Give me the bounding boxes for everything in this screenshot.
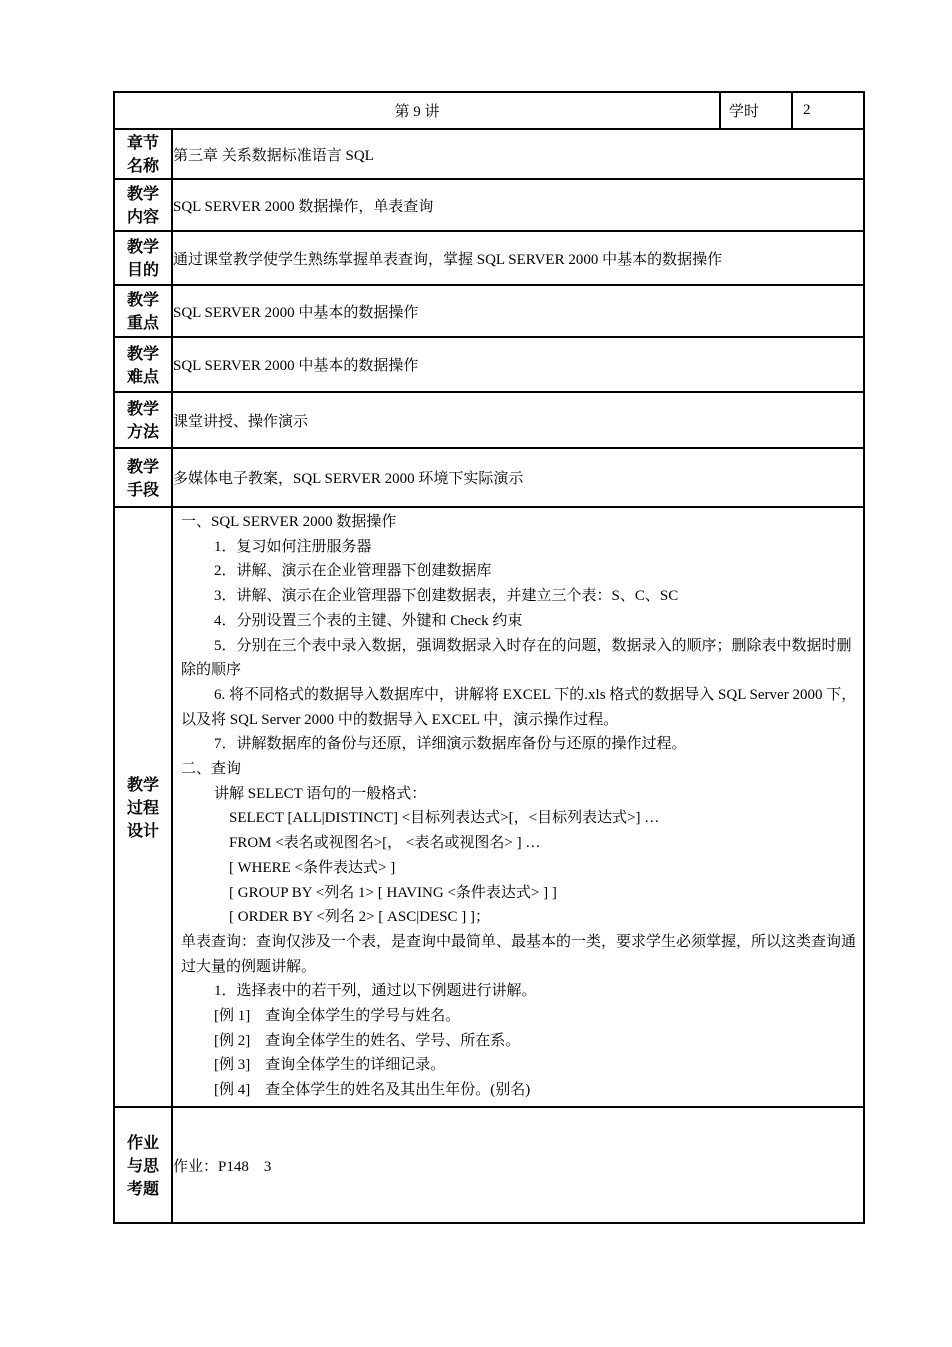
sql-syntax-line: [ WHERE <条件表达式> ] xyxy=(229,859,396,876)
lecture-title: 第 9 讲 xyxy=(114,92,720,129)
row-objective xyxy=(114,231,864,285)
sql-syntax-line: FROM <表名或视图名>[， <表名或视图名> ] … xyxy=(229,835,541,852)
hours-label: 学时 xyxy=(720,92,792,129)
difficulty-label: 教学 难点 xyxy=(114,337,172,392)
design-label: 教学 过程 设计 xyxy=(114,507,172,1107)
row-keypoint xyxy=(114,285,864,337)
content-label: 教学 内容 xyxy=(114,179,172,231)
example-line: [例 3] 查询全体学生的详细记录。 xyxy=(214,1057,446,1074)
row-difficulty xyxy=(114,337,864,392)
method-label: 教学 方法 xyxy=(114,392,172,448)
header-row xyxy=(114,92,864,129)
sql-syntax-line: [ GROUP BY <列名 1> [ HAVING <条件表达式> ] ] xyxy=(229,884,557,901)
chapter-value: 第三章 关系数据标准语言 SQL xyxy=(172,129,864,179)
design-line: 6. 将不同格式的数据导入数据库中，讲解将 EXCEL 下的.xls 格式的数据导入 SQL Server 2000 下，以及将 SQL Server 2000 中的数据导入 EXCEL 中，演示操作过程。 xyxy=(181,686,857,728)
row-content xyxy=(114,179,864,231)
objective-value: 通过课堂教学使学生熟练掌握单表查询，掌握 SQL SERVER 2000 中基本的数据操作 xyxy=(172,231,864,285)
design-line: 4．分别设置三个表的主键、外键和 Check 约束 xyxy=(214,612,523,629)
example-line: [例 4] 查全体学生的姓名及其出生年份。(别名) xyxy=(214,1082,531,1099)
homework-label: 作业 与思 考题 xyxy=(114,1107,172,1223)
objective-label: 教学 目的 xyxy=(114,231,172,285)
lesson-plan-table xyxy=(113,91,865,1224)
design-line: 7．讲解数据库的备份与还原，详细演示数据库备份与还原的操作过程。 xyxy=(214,736,687,753)
design-line: 1．选择表中的若干列，通过以下例题进行讲解。 xyxy=(214,983,537,1000)
row-homework xyxy=(114,1107,864,1223)
design-line: 3．讲解、演示在企业管理器下创建数据表，并建立三个表：S、C、SC xyxy=(214,588,679,605)
row-design xyxy=(114,507,864,1107)
sql-syntax-line: SELECT [ALL|DISTINCT] <目标列表达式>[，<目标列表达式>] … xyxy=(229,810,660,827)
sql-syntax-line: [ ORDER BY <列名 2> [ ASC|DESC ] ]； xyxy=(229,909,491,926)
design-line: 5．分别在三个表中录入数据，强调数据录入时存在的问题，数据录入的顺序；删除表中数据时删除的顺序 xyxy=(181,637,852,679)
chapter-label: 章节 名称 xyxy=(114,129,172,179)
design-line: 一、SQL SERVER 2000 数据操作 xyxy=(181,514,397,530)
design-content xyxy=(172,507,864,1107)
means-value: 多媒体电子教案，SQL SERVER 2000 环境下实际演示 xyxy=(172,448,864,507)
content-value: SQL SERVER 2000 数据操作，单表查询 xyxy=(172,179,864,231)
design-line: 讲解 SELECT 语句的一般格式： xyxy=(214,785,427,802)
hours-value: 2 xyxy=(792,92,864,129)
design-line: 二、查询 xyxy=(181,761,242,778)
design-line: 2．讲解、演示在企业管理器下创建数据库 xyxy=(214,563,492,580)
design-line: 单表查询：查询仅涉及一个表，是查询中最简单、最基本的一类，要求学生必须掌握，所以这类查询通过大量的例题讲解。 xyxy=(181,933,857,975)
row-chapter xyxy=(114,129,864,179)
row-means xyxy=(114,448,864,507)
means-label: 教学 手段 xyxy=(114,448,172,507)
method-value: 课堂讲授、操作演示 xyxy=(172,392,864,448)
example-line: [例 1] 查询全体学生的学号与姓名。 xyxy=(214,1008,461,1025)
homework-value: 作业：P148 3 xyxy=(172,1107,864,1223)
example-line: [例 2] 查询全体学生的姓名、学号、所在系。 xyxy=(214,1032,521,1049)
keypoint-label: 教学 重点 xyxy=(114,285,172,337)
design-line: 1．复习如何注册服务器 xyxy=(214,538,372,555)
keypoint-value: SQL SERVER 2000 中基本的数据操作 xyxy=(172,285,864,337)
difficulty-value: SQL SERVER 2000 中基本的数据操作 xyxy=(172,337,864,392)
row-method xyxy=(114,392,864,448)
